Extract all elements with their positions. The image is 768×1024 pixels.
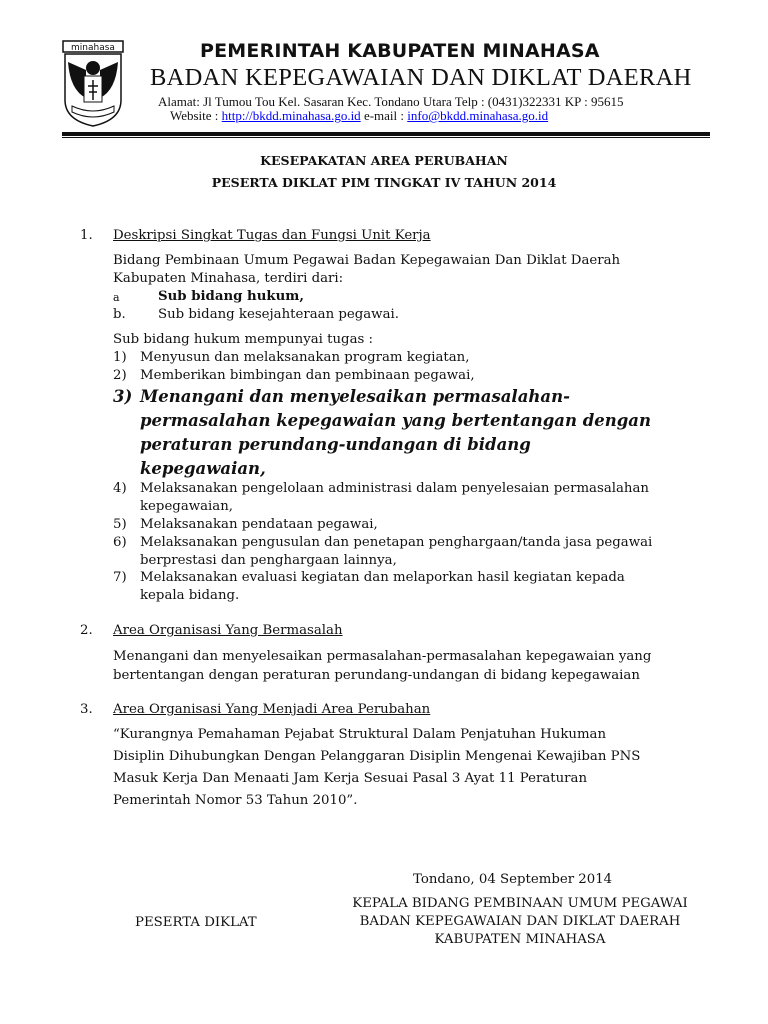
header-government: PEMERINTAH KABUPATEN MINAHASA	[200, 40, 600, 62]
header-rule-thin	[62, 137, 710, 138]
task-item: 6) Melaksanakan pengusulan dan penetapan penghargaan/tanda jasa pegawai berprestasi dan penghargaan lainnya,	[113, 535, 653, 568]
section3-body: “Kurangnya Pemahaman Pejabat Struktural Dalam Penjatuhan Hukuman Disiplin Dihubungkan Dengan Pelanggaran Disiplin Mengenai Kewajiban PNS Masuk Kerja Dan Menaati Jam Kerja Sesuai Pasal 3 Ayat 11 Peraturan Pemerintah Nomor 53 Tahun 2010”.	[113, 727, 641, 808]
minahasa-logo	[62, 40, 124, 128]
task-item-highlighted: 3) Menangani dan menyelesaikan permasalahan- permasalahan kepegawaian yang bertentangan dengan peraturan perundang-undangan di bidang kepegawaian,	[113, 387, 651, 478]
section1-heading: Deskripsi Singkat Tugas dan Fungsi Unit Kerja	[113, 228, 431, 243]
place-date: Tondano, 04 September 2014	[413, 872, 613, 887]
task-item: 1) Menyusun dan melaksanakan program kegiatan,	[113, 350, 470, 365]
section2-number: 2.	[80, 623, 93, 638]
website-link[interactable]: http://bkdd.minahasa.go.id	[221, 108, 361, 123]
task-item: 5) Melaksanakan pendataan pegawai,	[113, 517, 378, 532]
email-link[interactable]: info@bkdd.minahasa.go.id	[407, 108, 549, 123]
doc-title: KESEPAKATAN AREA PERUBAHAN	[260, 153, 508, 168]
header-agency: BADAN KEPEGAWAIAN DAN DIKLAT DAERAH	[150, 64, 692, 91]
doc-subtitle: PESERTA DIKLAT PIM TINGKAT IV TAHUN 2014	[211, 175, 557, 190]
section1-intro: Bidang Pembinaan Umum Pegawai Badan Kepegawaian Dan Diklat Daerah Kabupaten Minahasa, terdiri dari:	[113, 253, 621, 286]
section3-number: 3.	[80, 702, 93, 717]
header-rule	[62, 132, 710, 136]
task-item: 2) Memberikan bimbingan dan pembinaan pegawai,	[113, 368, 475, 383]
sub-mark: a	[113, 291, 120, 304]
sub-item: Sub bidang hukum,	[158, 289, 304, 304]
signatory-right: KEPALA BIDANG PEMBINAAN UMUM PEGAWAI BADAN KEPEGAWAIAN DAN DIKLAT DAERAH KABUPATEN MINAHASA	[352, 896, 688, 947]
task-item: 4) Melaksanakan pengelolaan administrasi dalam penyelesaian permasalahan kepegawaian,	[113, 481, 649, 514]
tasks-intro: Sub bidang hukum mempunyai tugas :	[113, 332, 374, 347]
svg-text:minahasa: minahasa	[71, 43, 115, 53]
task-item: 7) Melaksanakan evaluasi kegiatan dan melaporkan hasil kegiatan kepada kepala bidang.	[113, 570, 625, 603]
header-contact	[170, 108, 548, 124]
section3-heading: Area Organisasi Yang Menjadi Area Perubahan	[113, 702, 431, 717]
section2-body: Menangani dan menyelesaikan permasalahan-permasalahan kepegawaian yang bertentangan dengan peraturan perundang-undangan di bidang kepegawaian	[113, 649, 652, 683]
sub-mark: b.	[113, 307, 126, 322]
header-address: Alamat: Jl Tumou Tou Kel. Sasaran Kec. Tondano Utara Telp : (0431)322331 KP : 95615	[158, 94, 624, 109]
section2-heading: Area Organisasi Yang Bermasalah	[113, 623, 343, 638]
section1-number: 1.	[80, 228, 93, 243]
signatory-left: PESERTA DIKLAT	[135, 915, 257, 930]
website-label: Website :	[170, 108, 222, 123]
sub-item: Sub bidang kesejahteraan pegawai.	[158, 307, 399, 322]
email-label: e-mail :	[360, 108, 408, 123]
